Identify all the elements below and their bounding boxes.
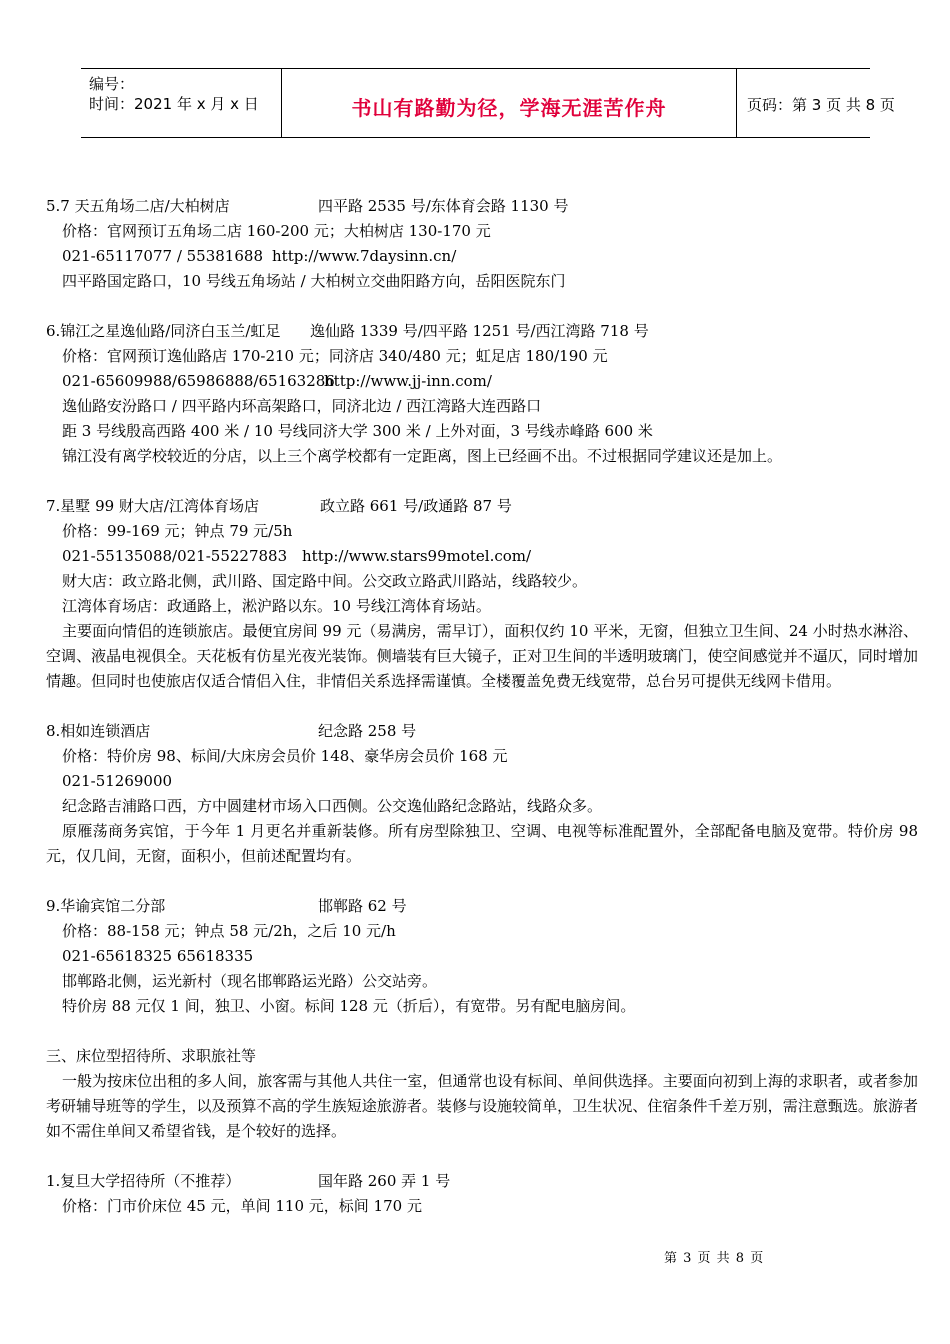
hotel-address: 纪念路 258 号	[318, 722, 417, 740]
motto: 书山有路勤为径，学海无涯苦作舟	[351, 96, 667, 120]
page-header	[81, 68, 895, 138]
hotel-location: 邯郸路北侧，运光新村（现名邯郸路运光路）公交站旁。	[62, 972, 438, 990]
section-description: 一般为按床位出租的多人间，旅客需与其他人共住一室，但通常也设有标间、单间供选择。主要面向初到上海的求职者，或者参加考研辅导班等的学生，以及预算不高的学生族短途旅游者。装修与设施较简单，卫生状况、住宿条件千差万别，需注意甄选。旅游者如不需住单间又希望省钱，是个较好的选择。	[46, 1072, 918, 1140]
hotel-price: 价格：特价房 98、标间/大床房会员价 148、豪华房会员价 168 元	[62, 747, 508, 765]
hotel-price: 价格：门市价床位 45 元，单间 110 元，标间 170 元	[62, 1197, 422, 1215]
hotel-title-row	[46, 194, 918, 219]
hotel-location: 四平路国定路口，10 号线五角场站 / 大柏树立交曲阳路方向，岳阳医院东门	[62, 272, 566, 290]
hotel-title-row	[46, 1169, 918, 1194]
hotel-title: 5.7 天五角场二店/大柏树店	[46, 197, 230, 215]
hotel-phone: 021-65618325 65618335	[62, 947, 254, 965]
hotel-note: 锦江没有离学校较近的分店，以上三个离学校都有一定距离，图上已经画不出。不过根据同学建议还是加上。	[62, 447, 783, 465]
hotel-location: 逸仙路安汾路口 / 四平路内环高架路口，同济北边 / 西江湾路大连西路口	[62, 397, 542, 415]
hotel-phone-row	[46, 244, 918, 269]
hotel-url: http://www.jj-inn.com/	[324, 372, 492, 390]
hotel-title: 6.锦江之星逸仙路/同济白玉兰/虹足	[46, 322, 281, 340]
hotel-price: 价格：88-158 元；钟点 58 元/2h，之后 10 元/h	[62, 922, 396, 940]
hotel-title-row	[46, 494, 918, 519]
hotel-title: 9.华谕宾馆二分部	[46, 897, 166, 915]
hotel-title-row	[46, 719, 918, 744]
hotel-title-row	[46, 894, 918, 919]
hotel-description: 主要面向情侣的连锁旅店。最便宜房间 99 元（易满房，需早订），面积仅约 10 平米，无窗，但独立卫生间、24 小时热水淋浴、空调、液晶电视俱全。天花板有仿星光夜光装饰。侧墙装有巨大镜子，正对卫生间的半透明玻璃门，使空间感觉并不逼仄，同时增加情趣。但同时也使旅店仅适合情侣入住，非情侣关系选择需谨慎。全楼覆盖免费无线宽带，总台另可提供无线网卡借用。	[46, 622, 918, 690]
hotel-price: 价格：99-169 元；钟点 79 元/5h	[62, 522, 293, 540]
hotel-url: http://www.stars99motel.com/	[302, 547, 532, 565]
hotel-address: 国年路 260 弄 1 号	[318, 1172, 451, 1190]
hotel-title: 8.相如连锁酒店	[46, 722, 151, 740]
hotel-phone: 021-65609988/65986888/65163286	[62, 372, 335, 390]
page-number-label: 页码：第 3 页 共 8 页	[747, 96, 895, 114]
hotel-location-2: 江湾体育场店：政通路上，淞沪路以东。10 号线江湾体育场站。	[62, 597, 491, 615]
hotel-phone-row	[46, 369, 918, 394]
hotel-phone-row	[46, 544, 918, 569]
hotel-address: 四平路 2535 号/东体育会路 1130 号	[318, 197, 569, 215]
hotel-location: 纪念路吉浦路口西，方中圆建材市场入口西侧。公交逸仙路纪念路站，线路众多。	[62, 797, 603, 815]
hotel-phone: 021-55135088/021-55227883	[62, 547, 288, 565]
header-meta-cell	[81, 69, 281, 137]
header-page-cell	[737, 69, 895, 137]
hotel-address: 邯郸路 62 号	[318, 897, 407, 915]
hotel-url: http://www.7daysinn.cn/	[272, 247, 457, 265]
hotel-address: 逸仙路 1339 号/四平路 1251 号/西江湾路 718 号	[310, 322, 649, 340]
hotel-note: 特价房 88 元仅 1 间，独卫、小窗。标间 128 元（折后），有宽带。另有配电脑房间。	[62, 997, 636, 1015]
hotel-title: 7.星墅 99 财大店/江湾体育场店	[46, 497, 259, 515]
section-heading: 三、床位型招待所、求职旅社等	[46, 1047, 257, 1065]
hotel-title-row	[46, 319, 918, 344]
code-label: 编号：	[89, 75, 135, 93]
hotel-price: 价格：官网预订逸仙路店 170-210 元；同济店 340/480 元；虹足店 180/190 元	[62, 347, 608, 365]
hotel-location: 财大店：政立路北侧，武川路、国定路中间。公交政立路武川路站，线路较少。	[62, 572, 588, 590]
hotel-description: 原雁荡商务宾馆，于今年 1 月更名并重新装修。所有房型除独卫、空调、电视等标准配置外，全部配备电脑及宽带。特价房 98 元，仅几间，无窗，面积小，但前述配置均有。	[46, 822, 918, 865]
date-label: 时间：2021 年 x 月 x 日	[89, 95, 259, 113]
hotel-transit: 距 3 号线殷高西路 400 米 / 10 号线同济大学 300 米 / 上外对面，3 号线赤峰路 600 米	[62, 422, 653, 440]
hotel-phone: 021-51269000	[62, 772, 173, 790]
document-body	[46, 194, 918, 1219]
hotel-phone: 021-65117077 / 55381688	[62, 247, 263, 265]
hotel-title: 1.复旦大学招待所（不推荐）	[46, 1172, 241, 1190]
hotel-price: 价格：官网预订五角场二店 160-200 元；大柏树店 130-170 元	[62, 222, 491, 240]
hotel-address: 政立路 661 号/政通路 87 号	[320, 497, 512, 515]
header-motto-cell	[281, 69, 737, 137]
page-footer: 第 3 页 共 8 页	[664, 1251, 765, 1266]
